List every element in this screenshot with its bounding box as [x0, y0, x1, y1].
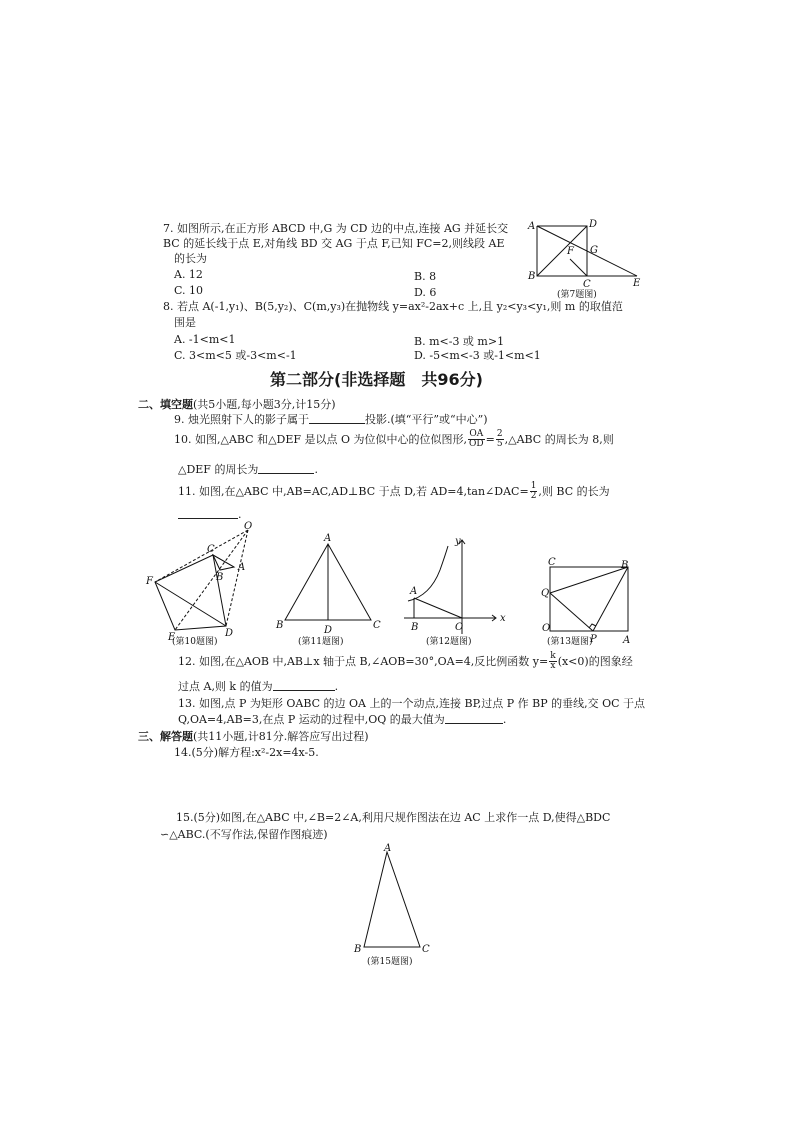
section3-note: (共11小题,计81分.解答应写出过程) — [193, 730, 369, 743]
q7-label-a: A — [528, 221, 536, 232]
fig13-label-o: O — [542, 623, 551, 634]
fig10-ray-od — [226, 530, 248, 626]
fig13-rectangle — [550, 567, 628, 631]
section2-heading — [138, 398, 336, 412]
q10-ratio-den: OD — [469, 439, 484, 450]
q11-pre: 11. 如图,在△ABC 中,AB=AC,AD⊥BC 于点 D,若 AD=4,tan∠DAC= — [178, 484, 529, 498]
fig12 — [400, 534, 515, 648]
section2-note: (共5小题,每小题3分,计15分) — [193, 398, 336, 411]
q7-segment-fc — [570, 259, 587, 276]
q9 — [174, 413, 488, 427]
q10-line2-post: . — [314, 463, 318, 476]
section2-title: 二、填空题 — [138, 398, 193, 411]
fig11-label-b: B — [276, 620, 284, 631]
fig10 — [140, 522, 265, 647]
q12-k-den: x — [550, 661, 556, 672]
q7-caption: (第7题图) — [557, 290, 597, 300]
q14: 14.(5分)解方程:x²-2x=4x-5. — [174, 746, 319, 759]
fig13-label-c: C — [548, 557, 556, 568]
q12-pre: 12. 如图,在△AOB 中,AB⊥x 轴于点 B,∠AOB=30°,OA=4,反比例函数 y= — [178, 654, 549, 668]
q7-option-d: D. 6 — [414, 286, 437, 299]
q7-label-g: G — [590, 245, 598, 256]
fig11-label-a: A — [324, 533, 332, 544]
fig13-segment-pq — [550, 593, 593, 631]
fig12-caption: (第12题图) — [426, 637, 472, 647]
fig12-label-x: x — [500, 613, 506, 624]
q12-line2 — [178, 680, 338, 694]
q9-pre: 9. 烛光照射下人的影子属于 — [174, 413, 309, 426]
fig11 — [270, 530, 388, 648]
q10-ratio-num: OA — [469, 429, 484, 439]
q7-line2: BC 的延长线于点 E,对角线 BD 交 AG 于点 F,已知 FC=2,则线段 AE — [163, 237, 505, 250]
fig10-line-fd — [155, 582, 226, 626]
fig13 — [535, 556, 640, 648]
q12-answer-blank[interactable] — [273, 690, 335, 691]
fig13-label-a: A — [623, 635, 631, 646]
fig13-caption: (第13题图) — [547, 637, 593, 647]
q7-figure — [520, 212, 650, 304]
q10-eq: = — [485, 432, 495, 446]
fig12-label-a: A — [410, 586, 418, 597]
q11-tan-den: 2 — [530, 491, 537, 502]
q8-option-a: A. -1<m<1 — [174, 333, 236, 346]
q10-pre: 10. 如图,△ABC 和△DEF 是以点 O 为位似中心的位似图形, — [174, 432, 468, 446]
fig10-label-e: E — [168, 632, 176, 643]
fig11-caption: (第11题图) — [298, 637, 344, 647]
q12-line2-post: . — [334, 680, 339, 693]
q12-post: (x<0)的图象经 — [557, 654, 633, 668]
fig10-label-b: B — [216, 572, 224, 583]
q15-label-c: C — [422, 944, 430, 955]
fig10-caption: (第10题图) — [172, 637, 218, 647]
q11-answer-blank[interactable] — [178, 518, 238, 519]
q13-line2-post: . — [502, 713, 507, 726]
q8-option-d: D. -5<m<-3 或-1<m<1 — [414, 349, 541, 362]
fig12-label-y: y — [455, 536, 461, 547]
q11-end: . — [238, 508, 242, 521]
q15-label-b: B — [354, 944, 362, 955]
q8-line2: 围是 — [174, 316, 196, 329]
section3-heading — [138, 730, 369, 744]
q11-line2 — [178, 508, 242, 522]
q12-k-fraction — [549, 652, 556, 672]
q12-line1 — [178, 652, 633, 672]
fig11-label-d: D — [324, 625, 333, 636]
fig10-label-f: F — [146, 576, 153, 587]
q8-line1: 8. 若点 A(-1,y₁)、B(5,y₂)、C(m,y₃)在抛物线 y=ax²-2ax+c 上,且 y₂<y₃<y₁,则 m 的取值范 — [163, 300, 623, 313]
q10-line2 — [178, 463, 318, 477]
fig10-ray-of — [155, 530, 248, 582]
q7-label-e: E — [633, 278, 641, 289]
q11-tan-num: 1 — [530, 481, 537, 491]
q15-figure — [345, 842, 445, 968]
fig10-label-a: A — [238, 562, 246, 573]
q7-line1: 7. 如图所示,在正方形 ABCD 中,G 为 CD 边的中点,连接 AG 并延长交 — [163, 222, 509, 235]
q10-ratio-fraction — [468, 430, 485, 450]
fig12-label-b: B — [411, 622, 419, 633]
q7-option-a: A. 12 — [174, 268, 203, 281]
fig13-label-p: P — [590, 634, 597, 645]
q10-value-num: 2 — [496, 429, 503, 439]
fig13-label-q: Q — [541, 588, 550, 599]
q8-option-b: B. m<-3 或 m>1 — [414, 335, 505, 348]
q7-option-c: C. 10 — [174, 284, 204, 297]
q10-value-den: 5 — [496, 439, 503, 450]
q15-triangle — [364, 852, 420, 947]
q11-line1 — [178, 482, 610, 502]
fig13-label-b: B — [621, 560, 629, 571]
q13-line2-pre: Q,OA=4,AB=3,在点 P 运动的过程中,OQ 的最大值为 — [178, 713, 445, 726]
q8-option-c: C. 3<m<5 或-3<m<-1 — [174, 349, 297, 362]
q9-answer-blank[interactable] — [309, 423, 365, 424]
q7-label-b: B — [528, 271, 536, 282]
q7-line3: 的长为 — [174, 252, 207, 265]
q7-label-d: D — [589, 219, 598, 230]
q12-line2-pre: 过点 A,则 k 的值为 — [178, 680, 273, 693]
fig10-quad-def — [155, 555, 226, 630]
q13-line2 — [178, 713, 506, 727]
fig11-label-c: C — [373, 620, 381, 631]
q11-post: ,则 BC 的长为 — [538, 484, 610, 498]
q7-label-f: F — [567, 246, 574, 257]
q10-line1 — [174, 430, 614, 450]
fig10-label-o: O — [244, 521, 253, 532]
q7-option-b: B. 8 — [414, 270, 437, 283]
fig10-label-d: D — [225, 628, 234, 639]
q15-line1: 15.(5分)如图,在△ABC 中,∠B=2∠A,利用尺规作图法在边 AC 上求作一点 D,使得△BDC — [176, 811, 611, 824]
q13-line1: 13. 如图,点 P 为矩形 OABC 的边 OA 上的一个动点,连接 BP,过点 P 作 BP 的垂线,交 OC 于点 — [178, 697, 646, 710]
q10-answer-blank[interactable] — [258, 473, 314, 474]
q10-value-fraction — [496, 430, 504, 450]
fig12-label-o: O — [455, 622, 464, 633]
q10-post: ,△ABC 的周长为 8,则 — [504, 432, 614, 446]
fig10-label-c: C — [207, 544, 215, 555]
q9-post: 投影.(填“平行”或“中心”) — [365, 413, 488, 426]
q7-label-c: C — [583, 279, 591, 290]
fig12-segment-ao — [414, 598, 462, 618]
q15-line2: ∽△ABC.(不写作法,保留作图痕迹) — [160, 828, 328, 841]
q13-answer-blank[interactable] — [445, 723, 503, 724]
q15-caption: (第15题图) — [367, 957, 413, 967]
q15-label-a: A — [384, 843, 392, 854]
part2-title: 第二部分(非选择题 共96分) — [270, 370, 483, 389]
section3-title: 三、解答题 — [138, 730, 193, 743]
q12-k-num: k — [550, 651, 556, 661]
q10-line2-pre: △DEF 的周长为 — [178, 463, 259, 476]
q11-tan-fraction — [530, 482, 538, 502]
